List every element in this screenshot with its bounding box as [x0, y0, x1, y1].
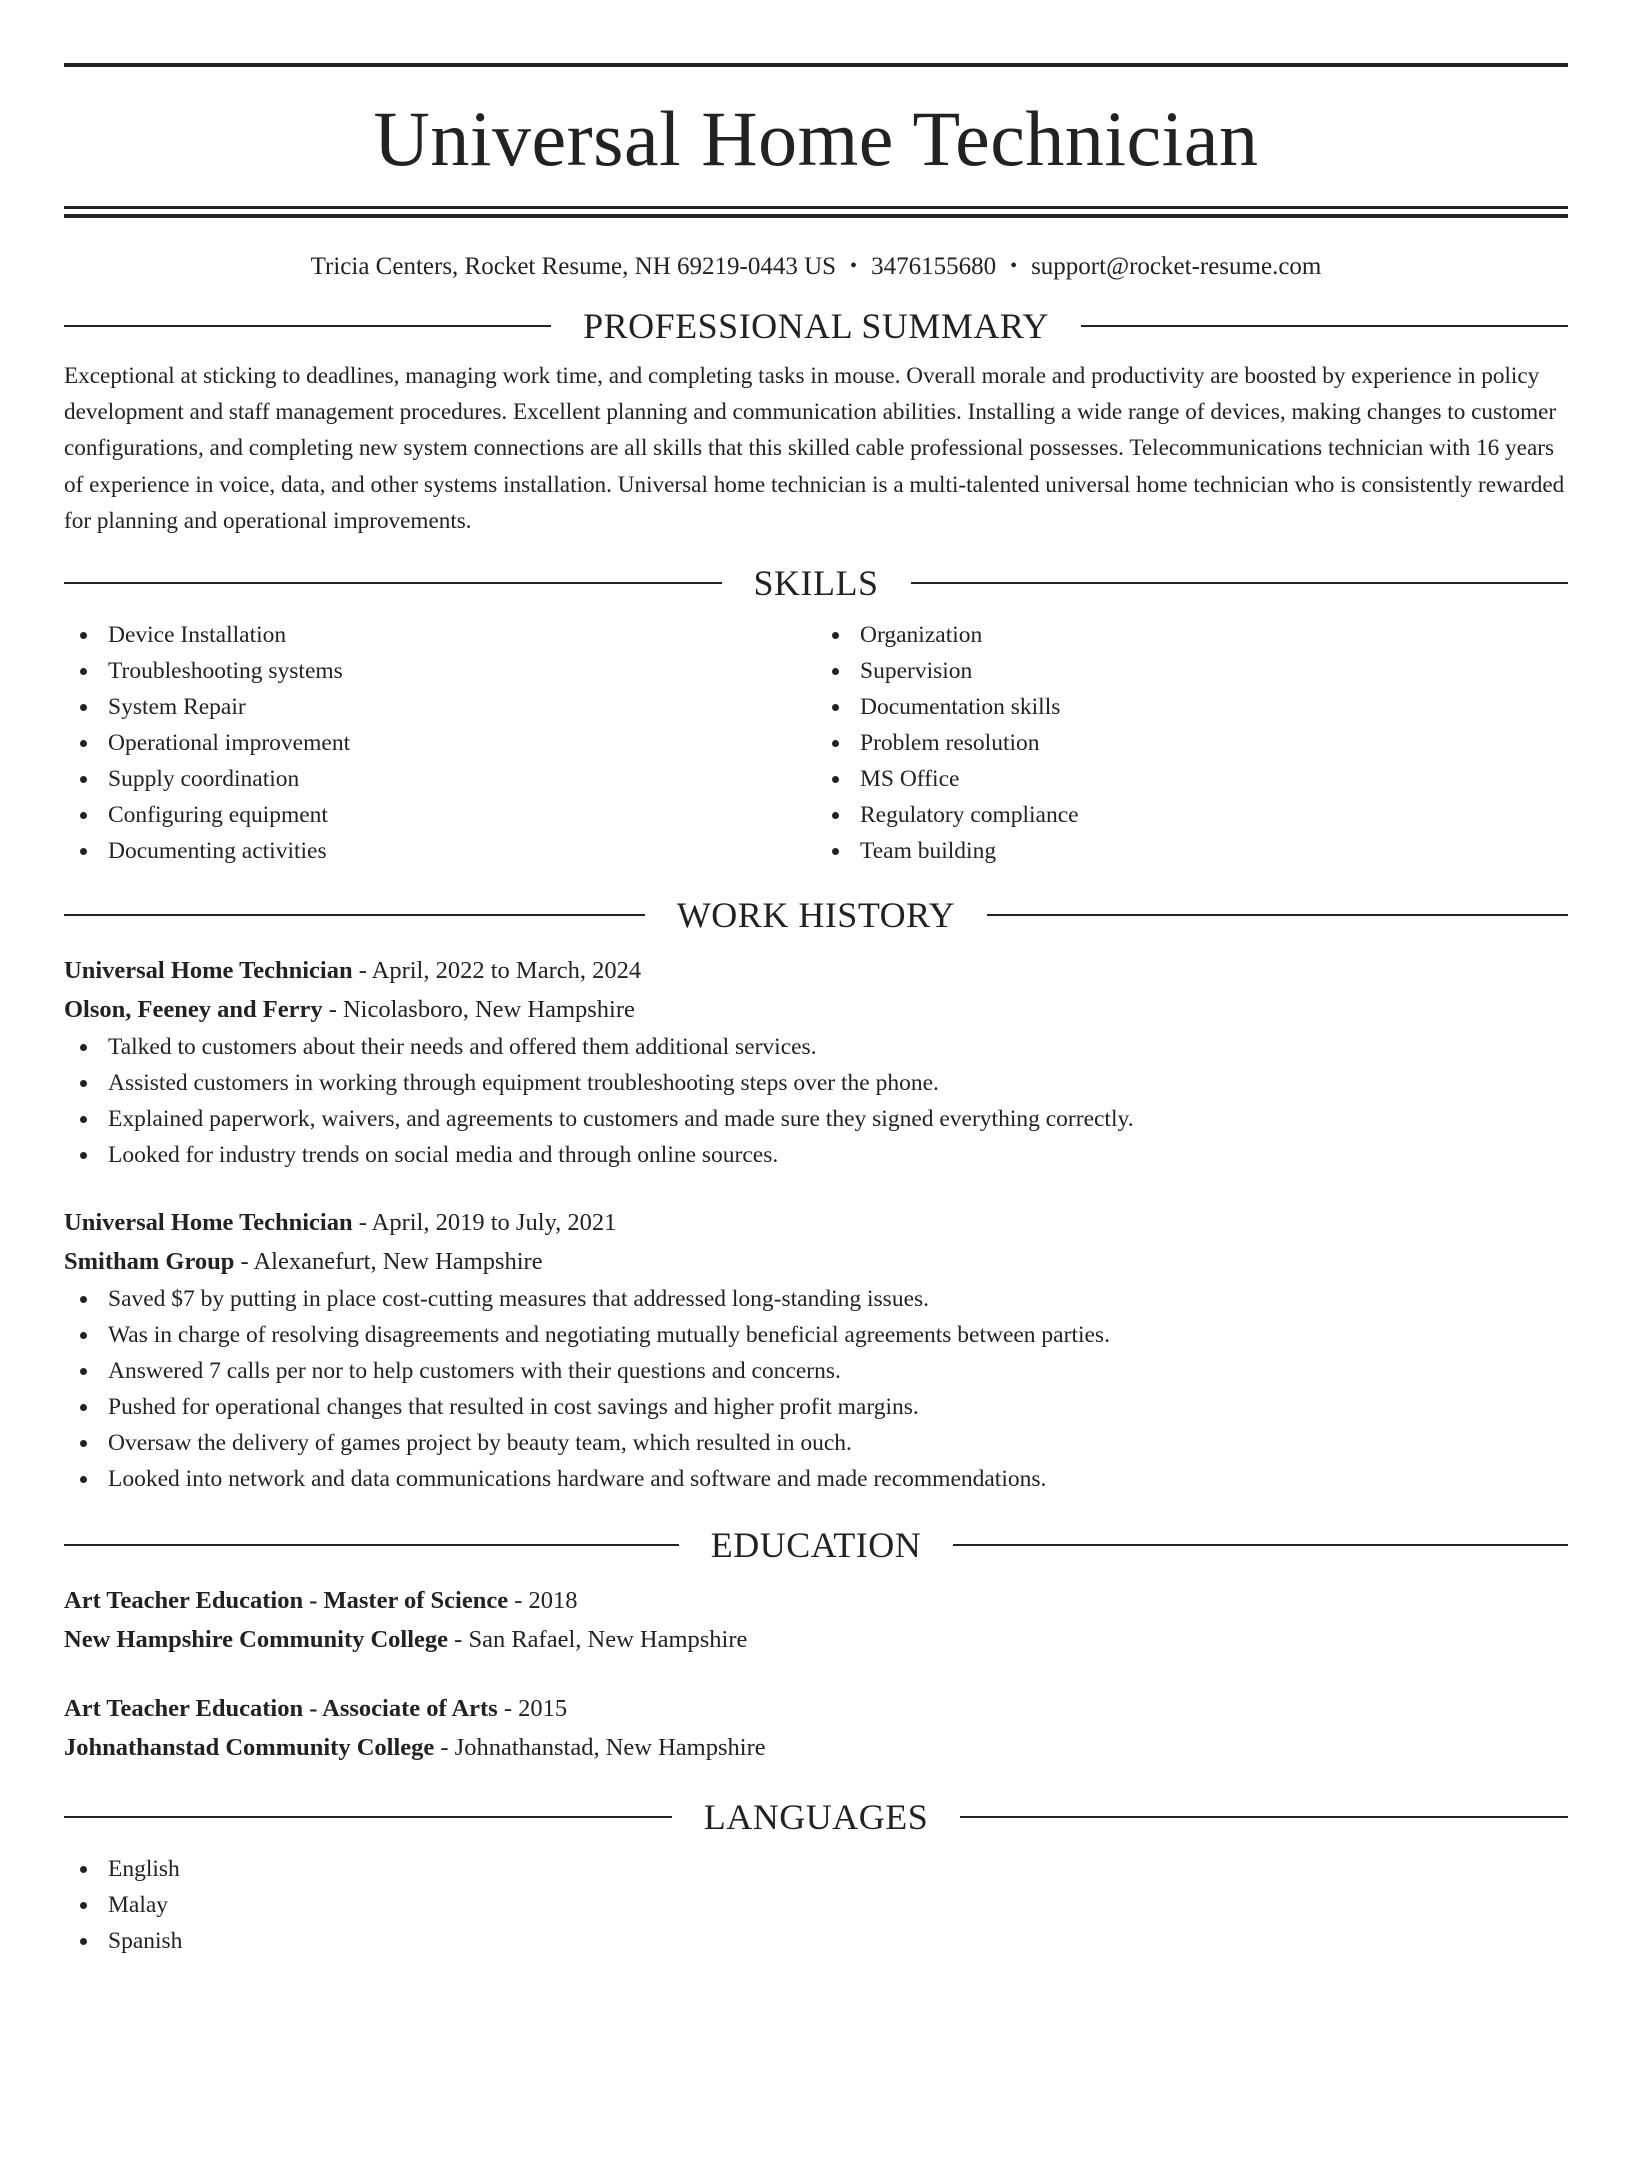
skill-item: MS Office [816, 761, 1568, 797]
heading-rule [1081, 325, 1568, 327]
job-duty: Looked for industry trends on social media and through online sources. [64, 1137, 1568, 1173]
job-duties [64, 1029, 1568, 1173]
languages-list [64, 1851, 1568, 1959]
job-duty: Was in charge of resolving disagreements and negotiating mutually beneficial agreements between parties. [64, 1317, 1568, 1353]
summary-heading-title: PROFESSIONAL SUMMARY [583, 306, 1049, 346]
job-duty: Talked to customers about their needs and offered them additional services. [64, 1029, 1568, 1065]
contact-phone: 3476155680 [871, 253, 997, 280]
job-title: Universal Home Technician [64, 957, 353, 985]
resume-page [0, 63, 1632, 2175]
job-duty: Answered 7 calls per nor to help customers with their questions and concerns. [64, 1353, 1568, 1389]
skill-item: System Repair [64, 689, 816, 725]
job-company: Smitham Group [64, 1248, 235, 1276]
skill-item: Supply coordination [64, 761, 816, 797]
heading-rule [64, 582, 722, 584]
skill-item: Documentation skills [816, 689, 1568, 725]
school: Johnathanstad Community College [64, 1734, 435, 1762]
job-dates: - April, 2022 to March, 2024 [352, 957, 642, 985]
job-duty: Assisted customers in working through equipment troubleshooting steps over the phone. [64, 1065, 1568, 1101]
summary-text: Exceptional at sticking to deadlines, managing work time, and completing tasks in mouse. Overall morale and productivity are boosted by experience in policy development and staff management procedures. Excellent planning and communication abilities. Installing a wide range of devices, making changes to customer configurations, and completing new system connections are all skills that this skilled cable professional possesses. Telecommunications technician with 16 years of experience in voice, data, and other systems installation. Universal home technician is a multi-talented universal home technician who is consistently rewarded for planning and operational improvements. [64, 363, 1565, 534]
job-location: - Alexanefurt, New Hampshire [234, 1248, 543, 1276]
heading-rule [64, 914, 645, 916]
heading-rule [987, 914, 1568, 916]
language-item: English [64, 1851, 1568, 1887]
languages-heading-title: LANGUAGES [703, 1797, 929, 1838]
job-title: Universal Home Technician [64, 1209, 353, 1237]
skills-heading-title: SKILLS [753, 563, 879, 604]
skill-item: Troubleshooting systems [64, 653, 816, 689]
degree: Art Teacher Education - Associate of Arts [64, 1695, 498, 1723]
heading-rule [64, 1816, 672, 1818]
job-duty: Explained paperwork, waivers, and agreements to customers and made sure they signed everything correctly. [64, 1101, 1568, 1137]
skill-item: Device Installation [64, 617, 816, 653]
languages-heading [64, 1795, 1568, 1839]
heading-rule [953, 1544, 1568, 1546]
job-company-line [64, 990, 1568, 1029]
degree-year: - 2018 [508, 1587, 578, 1615]
heading-rule [64, 325, 551, 327]
education-heading [64, 1523, 1568, 1567]
skill-item: Problem resolution [816, 725, 1568, 761]
school-location: - Johnathanstad, New Hampshire [434, 1734, 766, 1762]
job-duty: Looked into network and data communications hardware and software and made recommendations. [64, 1461, 1568, 1497]
job-dates: - April, 2019 to July, 2021 [352, 1209, 617, 1237]
job-entry [64, 951, 1568, 1173]
school: New Hampshire Community College [64, 1626, 449, 1654]
work-history-heading [64, 893, 1568, 937]
job-duties [64, 1281, 1568, 1497]
skill-item: Documenting activities [64, 833, 816, 869]
degree-line [64, 1689, 1568, 1728]
candidate-name: Universal Home Technician [373, 95, 1259, 182]
skills-column-left [64, 617, 816, 869]
education-entry [64, 1689, 1568, 1767]
school-location: - San Rafael, New Hampshire [448, 1626, 748, 1654]
skill-item: Team building [816, 833, 1568, 869]
language-item: Malay [64, 1887, 1568, 1923]
contact-line [64, 248, 1568, 284]
education-heading-title: EDUCATION [710, 1525, 922, 1566]
school-line [64, 1728, 1568, 1767]
school-line [64, 1620, 1568, 1659]
heading-rule [911, 582, 1569, 584]
contact-separator: • [850, 255, 858, 277]
skills-column-right [816, 617, 1568, 869]
contact-separator: • [1010, 255, 1018, 277]
job-title-line [64, 951, 1568, 990]
name-double-rule [64, 206, 1568, 218]
language-item: Spanish [64, 1923, 1568, 1959]
job-company-line [64, 1242, 1568, 1281]
skill-item: Operational improvement [64, 725, 816, 761]
work-history-heading-title: WORK HISTORY [676, 895, 956, 936]
skill-item: Organization [816, 617, 1568, 653]
job-company: Olson, Feeney and Ferry [64, 996, 323, 1024]
job-entry [64, 1203, 1568, 1497]
degree-year: - 2015 [497, 1695, 568, 1723]
job-location: - Nicolasboro, New Hampshire [322, 996, 635, 1024]
job-duty: Saved $7 by putting in place cost-cutting measures that addressed long-standing issues. [64, 1281, 1568, 1317]
contact-email: support@rocket-resume.com [1031, 253, 1322, 280]
heading-rule [960, 1816, 1568, 1818]
job-title-line [64, 1203, 1568, 1242]
skills-list [64, 617, 1568, 869]
skill-item: Regulatory compliance [816, 797, 1568, 833]
degree-line [64, 1581, 1568, 1620]
education-entry [64, 1581, 1568, 1659]
summary-heading [64, 304, 1568, 348]
skill-item: Supervision [816, 653, 1568, 689]
degree: Art Teacher Education - Master of Science [64, 1587, 509, 1615]
heading-rule [64, 1544, 679, 1546]
skills-heading [64, 561, 1568, 605]
job-duty: Pushed for operational changes that resulted in cost savings and higher profit margins. [64, 1389, 1568, 1425]
job-duty: Oversaw the delivery of games project by beauty team, which resulted in ouch. [64, 1425, 1568, 1461]
skill-item: Configuring equipment [64, 797, 816, 833]
top-rule [64, 63, 1568, 67]
contact-address: Tricia Centers, Rocket Resume, NH 69219-0443 US [310, 253, 837, 280]
